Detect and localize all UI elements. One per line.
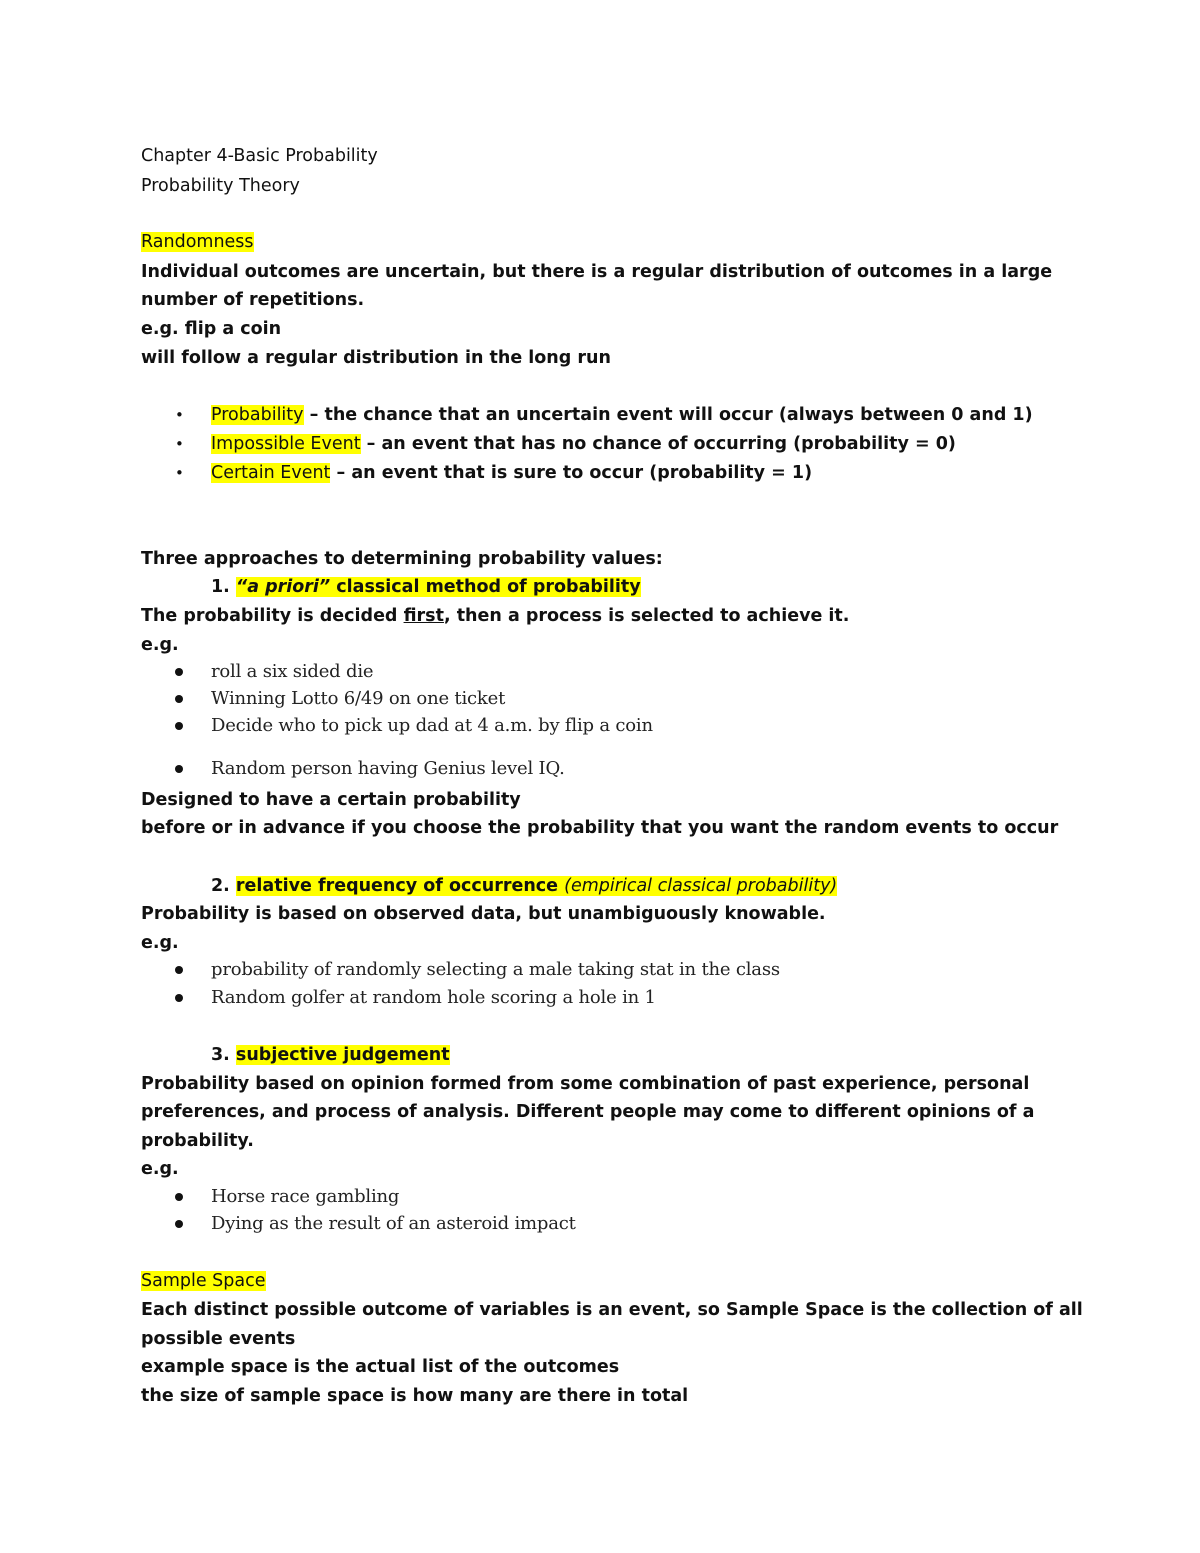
bullet-dot: [175, 966, 183, 974]
bullet-dot: [175, 668, 183, 676]
approach-3-title: 3. subjective judgement: [211, 1045, 450, 1065]
approach-3-description-3: probability.: [141, 1131, 254, 1151]
bullet-dot: [175, 722, 183, 730]
approach-3-example: Dying as the result of an asteroid impact: [211, 1213, 576, 1234]
approach-2-eg: e.g.: [141, 933, 179, 953]
sample-space-line-4: the size of sample space is how many are there in total: [141, 1386, 689, 1406]
bullet-dot: [175, 994, 183, 1002]
randomness-line-2: number of repetitions.: [141, 290, 365, 310]
approach-2-description: Probability is based on observed data, but unambiguously knowable.: [141, 904, 826, 924]
bullet-dot: [175, 765, 183, 773]
section-subtitle: Probability Theory: [141, 176, 300, 196]
approach-1-example: Decide who to pick up dad at 4 a.m. by flip a coin: [211, 715, 653, 736]
sample-space-line-2: possible events: [141, 1329, 296, 1349]
approach-1-example: Winning Lotto 6/49 on one ticket: [211, 688, 506, 709]
bullet-dot: [175, 1193, 183, 1201]
bullet-dot: [175, 695, 183, 703]
approach-1-example: roll a six sided die: [211, 661, 374, 682]
randomness-line-1: Individual outcomes are uncertain, but there is a regular distribution of outcomes in a large: [141, 262, 1053, 282]
randomness-line-3: e.g. flip a coin: [141, 319, 282, 339]
definition-probability: Probability – the chance that an uncertain event will occur (always between 0 and 1): [211, 405, 1033, 425]
randomness-line-4: will follow a regular distribution in the long run: [141, 348, 611, 368]
sample-space-heading: Sample Space: [141, 1271, 266, 1291]
bullet-dot: [175, 1220, 183, 1228]
approach-3-example: Horse race gambling: [211, 1186, 400, 1207]
approach-1-eg: e.g.: [141, 635, 179, 655]
sample-space-line-1: Each distinct possible outcome of variables is an event, so Sample Space is the collection of all: [141, 1300, 1083, 1320]
approach-3-description-2: preferences, and process of analysis. Different people may come to different opinions of a: [141, 1102, 1035, 1122]
randomness-heading: Randomness: [141, 232, 254, 252]
chapter-title: Chapter 4-Basic Probability: [141, 146, 378, 166]
approach-1-note-2: before or in advance if you choose the probability that you want the random events to occur: [141, 818, 1059, 838]
approach-2-example: probability of randomly selecting a male taking stat in the class: [211, 959, 780, 980]
definition-certain-event: Certain Event – an event that is sure to occur (probability = 1): [211, 463, 813, 483]
approach-3-description-1: Probability based on opinion formed from some combination of past experience, personal: [141, 1074, 1030, 1094]
approaches-heading: Three approaches to determining probability values:: [141, 549, 663, 569]
sample-space-line-3: example space is the actual list of the outcomes: [141, 1357, 620, 1377]
approach-1-note-1: Designed to have a certain probability: [141, 790, 521, 810]
approach-3-eg: e.g.: [141, 1159, 179, 1179]
approach-1-example: Random person having Genius level IQ.: [211, 758, 565, 779]
approach-2-title: 2. relative frequency of occurrence (empirical classical probability): [211, 876, 838, 896]
approach-2-example: Random golfer at random hole scoring a hole in 1: [211, 987, 656, 1008]
approach-1-description: The probability is decided first, then a process is selected to achieve it.: [141, 606, 850, 626]
approach-1-title: 1. “a priori” classical method of probability: [211, 577, 641, 597]
bullet-glyph: •: [175, 406, 184, 424]
bullet-glyph: •: [175, 464, 184, 482]
definition-impossible-event: Impossible Event – an event that has no chance of occurring (probability = 0): [211, 434, 956, 454]
bullet-glyph: •: [175, 435, 184, 453]
